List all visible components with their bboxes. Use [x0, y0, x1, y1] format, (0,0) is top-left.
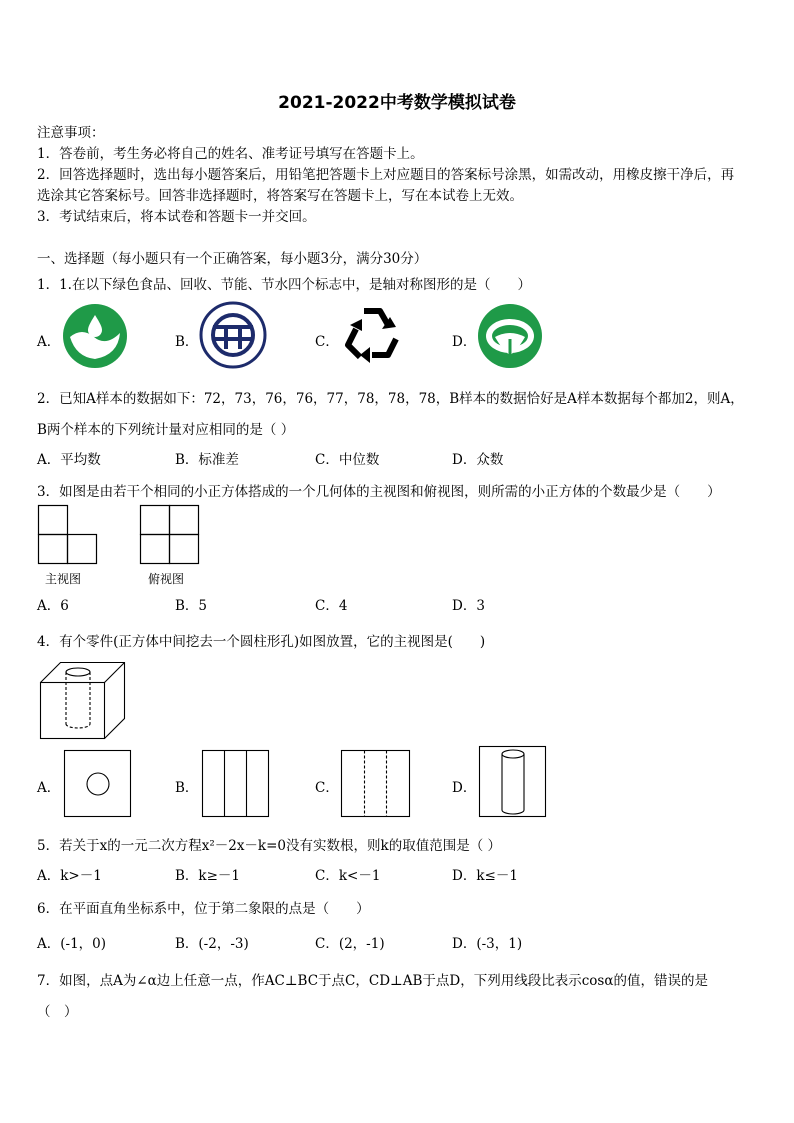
question-4-stem: 4．有个零件(正方体中间挖去一个圆柱形孔)如图放置，它的主视图是( ): [37, 634, 486, 650]
q3-option-b: B．5: [175, 598, 208, 614]
q4-option-b-label: B．: [175, 780, 199, 796]
q4-option-d-figure: [479, 746, 547, 818]
cube-with-cylinder-hole-figure: [40, 662, 126, 740]
top-view-caption: 俯视图: [148, 572, 185, 586]
q1-option-d-label: D．: [452, 334, 477, 350]
q1-option-b-label: B．: [175, 334, 199, 350]
q4-option-d-label: D．: [452, 780, 477, 796]
green-food-logo-icon: [62, 303, 128, 369]
notice-item: 3．考试结束后，将本试卷和答题卡一并交回。: [37, 209, 316, 225]
q3-option-a: A．6: [37, 598, 69, 614]
question-3-stem: 3．如图是由若干个相同的小正方体搭成的一个几何体的主视图和俯视图，则所需的小正方体的个数最少是（ ）: [37, 484, 721, 500]
q5-option-b: B．k≥－1: [175, 868, 241, 884]
notice-item: 1．答卷前，考生务必将自己的姓名、准考证号填写在答题卡上。: [37, 146, 424, 162]
recycle-icon: [340, 305, 404, 367]
question-1-stem: 1．1.在以下绿色食品、回收、节能、节水四个标志中，是轴对称图形的是（ ）: [37, 277, 531, 293]
q4-option-c-figure: [341, 750, 411, 818]
q6-option-a: A．(-1，0): [37, 936, 107, 952]
q4-option-c-label: C．: [315, 780, 339, 796]
q4-option-a-label: A．: [37, 780, 61, 796]
energy-saving-logo-icon: [199, 301, 267, 369]
question-6-stem: 6．在平面直角坐标系中，位于第二象限的点是（ ）: [37, 901, 370, 917]
page-title: 2021-2022中考数学模拟试卷: [278, 93, 516, 113]
q1-option-a-label: A．: [37, 334, 61, 350]
top-view-figure: [140, 505, 200, 565]
water-saving-logo-icon: [477, 303, 543, 369]
q6-option-b: B．(-2，-3): [175, 936, 249, 952]
q5-option-a: A．k>－1: [37, 868, 102, 884]
q5-option-d: D．k≤－1: [452, 868, 518, 884]
q2-option-c: C．中位数: [315, 452, 380, 468]
notice-item: 选涂其它答案标号。回答非选择题时，将答案写在答题卡上，写在本试卷上无效。: [37, 188, 523, 204]
question-7-stem-cont: （ ）: [37, 1004, 78, 1020]
q4-option-a-figure: [64, 750, 132, 818]
front-view-figure: [38, 505, 98, 565]
front-view-caption: 主视图: [45, 572, 82, 586]
q1-option-c-label: C．: [315, 334, 339, 350]
q6-option-d: D．(-3，1): [452, 936, 523, 952]
q3-option-d: D．3: [452, 598, 485, 614]
q4-option-b-figure: [202, 750, 270, 818]
q2-option-b: B．标准差: [175, 452, 239, 468]
q6-option-c: C．(2，-1): [315, 936, 385, 952]
q5-option-c: C．k<－1: [315, 868, 381, 884]
notice-heading: 注意事项：: [37, 125, 105, 141]
notice-item: 2．回答选择题时，选出每小题答案后，用铅笔把答题卡上对应题目的答案标号涂黑，如需改动，用橡皮擦干净后，再: [37, 167, 735, 183]
question-2-stem-cont: B两个样本的下列统计量对应相同的是（ ）: [37, 422, 295, 438]
question-2-stem: 2．已知A样本的数据如下：72，73，76，76，77，78，78，78，B样本的数据恰好是A样本数据每个都加2，则A，: [37, 391, 744, 407]
q2-option-a: A．平均数: [37, 452, 101, 468]
section-heading: 一、选择题（每小题只有一个正确答案，每小题3分，满分30分）: [37, 251, 428, 267]
q2-option-d: D．众数: [452, 452, 504, 468]
question-5-stem: 5．若关于x的一元二次方程x²－2x－k=0没有实数根，则k的取值范围是（ ）: [37, 838, 501, 854]
q3-option-c: C．4: [315, 598, 348, 614]
question-7-stem: 7．如图，点A为∠α边上任意一点，作AC⊥BC于点C，CD⊥AB于点D，下列用线段比表示cosα的值，错误的是: [37, 973, 708, 989]
